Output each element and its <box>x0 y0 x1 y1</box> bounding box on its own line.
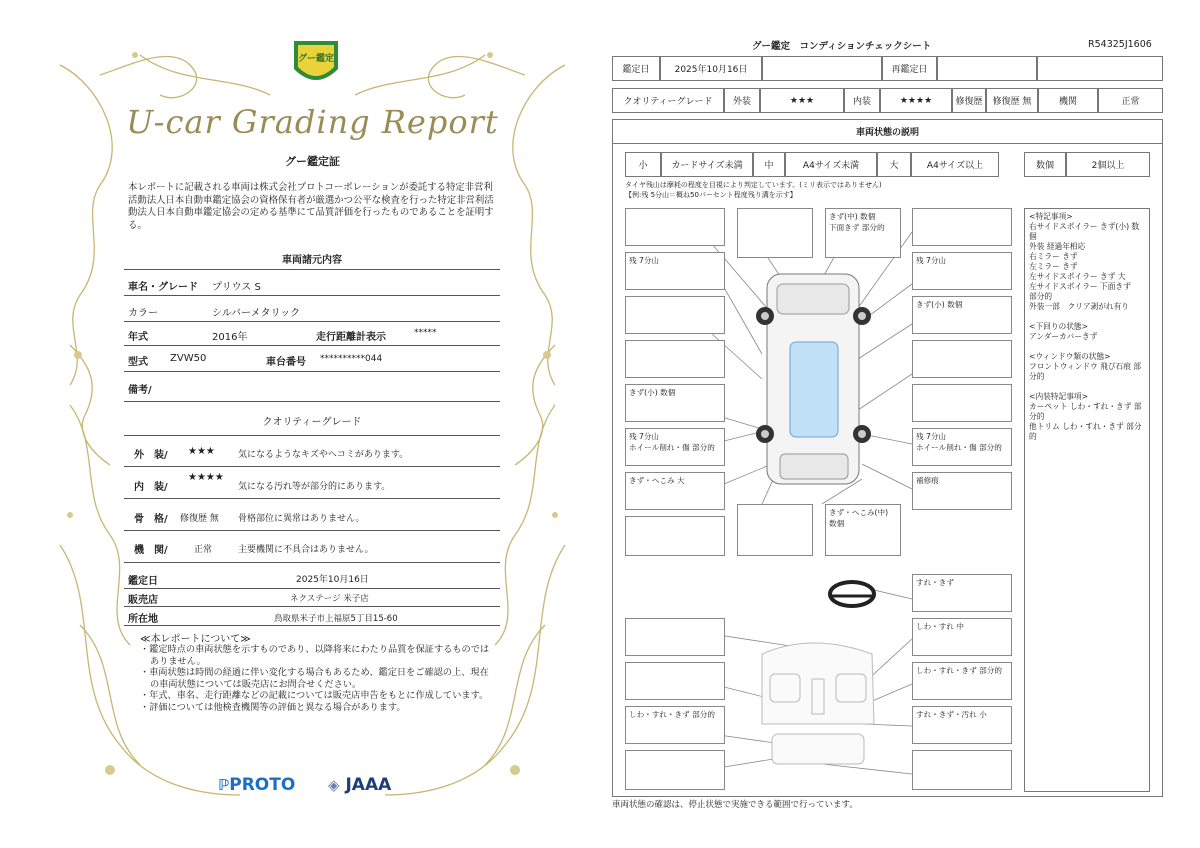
interior-grade: ★★★★ <box>188 472 224 483</box>
proto-logo: ℙPROTO <box>218 775 296 795</box>
model-value: ZVW50 <box>170 353 207 364</box>
date-value: 2025年10月16日 <box>660 56 762 81</box>
damage-box <box>737 504 813 556</box>
damage-box-front-center: きず(中) 数個 下面きず 部分的 <box>825 208 901 258</box>
chassis-value: **********044 <box>320 354 383 364</box>
damage-box <box>737 208 813 258</box>
legend-mid-value: A4サイズ未満 <box>785 152 877 177</box>
frame-grade: 修復歴 無 <box>180 514 219 524</box>
engine-label: 機関 <box>1038 88 1098 113</box>
notes-title: ≪本レポートについて≫ <box>140 634 251 645</box>
damage-box <box>912 208 1012 246</box>
divider <box>124 606 500 607</box>
tire-rear-left: 残 7分山 ホイール削れ・傷 部分的 <box>625 428 725 466</box>
tire-front-left: 残 7分山 <box>625 252 725 290</box>
interior-desc: 気になる汚れ等が部分的にあります。 <box>238 482 391 492</box>
damage-box <box>912 340 1012 378</box>
tire-note: タイヤ残山は摩耗の程度を目視により判定しています。(ミリ表示ではありません) <box>625 181 882 189</box>
car-name-label: 車名・グレード <box>128 282 198 293</box>
exterior-desc: 気になるようなキズやヘコミがあります。 <box>238 450 409 460</box>
color-value: シルバーメタリック <box>212 308 301 319</box>
spec-section-title: 車両諸元内容 <box>282 255 342 266</box>
note-line: 外装一部 クリア剥がれ有り <box>1029 302 1129 311</box>
note-item: ・年式、車名、走行距離などの記載については販売店申告をもとに作成しています。 <box>140 690 489 701</box>
note-line: <ウィンドウ類の状態> <box>1029 352 1111 361</box>
damage-box <box>625 296 725 334</box>
legend-count-key: 数個 <box>1024 152 1066 177</box>
repair-label: 修復歴 <box>952 88 986 113</box>
divider <box>124 625 500 626</box>
damage-box <box>625 208 725 246</box>
inspection-date-value: 2025年10月16日 <box>296 575 369 585</box>
tire-rear-right: 残 7分山 ホイール削れ・傷 部分的 <box>912 428 1012 466</box>
repair-value: 修復歴 無 <box>986 88 1038 113</box>
mileage-label: 走行距離計表示 <box>316 332 386 343</box>
note-spacer <box>1029 312 1145 322</box>
damage-box <box>625 340 725 378</box>
exterior-label: 外 装/ <box>134 450 168 461</box>
frame-label: 骨 格/ <box>134 514 168 525</box>
address-value: 鳥取県米子市上福原5丁目15-60 <box>274 614 398 624</box>
divider <box>124 345 500 346</box>
engine-grade: 正常 <box>194 545 213 555</box>
legend-large-key: 大 <box>877 152 911 177</box>
interior-box <box>625 618 725 656</box>
damage-box-rear-center: きず・へこみ(中) 数個 <box>825 504 901 556</box>
exterior-label: 外装 <box>724 88 760 113</box>
damage-box <box>912 384 1012 422</box>
note-line: 部分的 <box>1029 292 1053 301</box>
damage-box <box>625 516 725 556</box>
damage-box-left-4: きず(小) 数個 <box>625 384 725 422</box>
chassis-label: 車台番号 <box>266 357 306 368</box>
interior-box-right-2: しわ・すれ・きず 部分的 <box>912 662 1012 700</box>
damage-box-left-6: きず・へこみ 大 <box>625 472 725 510</box>
proto-logo-text: PROTO <box>229 775 296 795</box>
divider <box>124 498 500 499</box>
note-item: ・車両状態は時間の経過に伴い変化する場合もあるため、鑑定日をご確認の上、現在の車両状態については販売店にお問合せください。 <box>140 667 489 690</box>
note-spacer <box>1029 382 1145 392</box>
remarks-label: 備考/ <box>128 385 152 396</box>
engine-label: 機 関/ <box>134 545 168 556</box>
legend-large-value: A4サイズ以上 <box>911 152 999 177</box>
damage-box-right-6: 補修痕 <box>912 472 1012 510</box>
interior-label: 内 装/ <box>134 482 168 493</box>
note-item: ・鑑定時点の車両状態を示すものであり、以降将来にわたり品質を保証するものではありません。 <box>140 644 490 667</box>
note-line: カーペット しわ・すれ・きず 部分的 <box>1029 402 1142 421</box>
divider <box>124 401 500 402</box>
interior-box <box>625 750 725 790</box>
legend-small-value: カードサイズ未満 <box>661 152 753 177</box>
model-label: 型式 <box>128 357 148 368</box>
interior-label: 内装 <box>844 88 880 113</box>
exterior-value: ★★★ <box>760 88 844 113</box>
steering-box: すれ・きず <box>912 574 1012 612</box>
inspection-date-label: 鑑定日 <box>128 576 158 587</box>
note-line: 外装 経過年相応 <box>1029 242 1086 251</box>
quality-grade-label: クオリティーグレード <box>612 88 724 113</box>
color-label: カラー <box>128 308 158 319</box>
report-script-title: U-car Grading Report <box>126 103 499 141</box>
divider <box>124 371 500 372</box>
jaaa-logo-text: JAAA <box>345 775 392 795</box>
dealer-value: ネクステージ 米子店 <box>290 594 369 604</box>
sheet-title: グー鑑定 コンディションチェックシート <box>752 41 932 52</box>
legend-small-key: 小 <box>625 152 661 177</box>
car-name-value: プリウス S <box>212 282 261 293</box>
note-item: ・評価については他検査機関等の評価と異なる場合があります。 <box>140 701 406 713</box>
legend-count-value: 2個以上 <box>1066 152 1150 177</box>
tire-front-right: 残 7分山 <box>912 252 1012 290</box>
divider <box>124 530 500 531</box>
sheet-footer: 車両状態の確認は、停止状態で実施できる範囲で行っています。 <box>612 800 858 810</box>
note-line: <下回りの状態> <box>1029 322 1089 331</box>
divider <box>124 588 500 589</box>
interior-value: ★★★★ <box>880 88 952 113</box>
divider <box>124 321 500 322</box>
frame-desc: 骨格部位に異常はありません。 <box>238 514 365 524</box>
grading-certificate <box>40 25 585 825</box>
state-title: 車両状態の説明 <box>612 119 1163 144</box>
divider <box>124 269 500 270</box>
note-line: 他トリム しわ・すれ・きず 部分的 <box>1029 422 1142 441</box>
damage-box-right-2: きず(小) 数個 <box>912 296 1012 334</box>
report-id: R54325J1606 <box>1088 39 1152 50</box>
note-line: 左サイドスポイラー きず 大 <box>1029 272 1126 281</box>
notes-list <box>140 644 490 713</box>
divider <box>124 562 500 563</box>
divider <box>124 466 500 467</box>
tire-example: 【例:残 5分山＝概ね50パーセント程度残り溝を示す】 <box>625 191 797 199</box>
divider <box>124 295 500 296</box>
engine-value: 正常 <box>1098 88 1163 113</box>
exterior-grade: ★★★ <box>188 446 215 457</box>
legend-mid-key: 中 <box>753 152 785 177</box>
year-label: 年式 <box>128 332 148 343</box>
jaaa-logo: ◈ JAAA <box>328 775 392 795</box>
note-line: <内装特記事項> <box>1029 392 1089 401</box>
quality-section-title: クオリティーグレード <box>262 417 362 428</box>
address-label: 所在地 <box>128 614 158 625</box>
mileage-value: ***** <box>414 328 437 338</box>
special-notes-panel <box>1024 208 1150 792</box>
note-line: 右サイドスポイラー きず(小) 数個 <box>1029 222 1140 241</box>
note-line: フロントウィンドウ 飛び石痕 部分的 <box>1029 362 1142 381</box>
note-line: 左サイドスポイラー 下面きず <box>1029 282 1131 291</box>
dealer-label: 販売店 <box>128 595 158 606</box>
note-line: アンダーカバーきず <box>1029 332 1098 341</box>
note-line: 右ミラー きず <box>1029 252 1078 261</box>
interior-box <box>912 750 1012 790</box>
note-line: <特記事項> <box>1029 212 1073 221</box>
engine-desc: 主要機関に不具合はありません。 <box>238 545 374 555</box>
date-label: 鑑定日 <box>612 56 660 81</box>
interior-box-right-3: すれ・きず・汚れ 小 <box>912 706 1012 744</box>
badge-text: グー鑑定 <box>297 54 334 64</box>
certificate-title: グー鑑定証 <box>285 155 340 168</box>
reinspect-label: 再鑑定日 <box>882 56 937 81</box>
interior-box-left-3: しわ・すれ・きず 部分的 <box>625 706 725 744</box>
interior-box <box>625 662 725 700</box>
note-line: 左ミラー きず <box>1029 262 1078 271</box>
divider <box>124 435 500 436</box>
interior-box-right-1: しわ・すれ 中 <box>912 618 1012 656</box>
note-spacer <box>1029 342 1145 352</box>
certificate-intro: 本レポートに記載される車両は株式会社プロトコーポレーションが委託する特定非営利活動法人日本自動車鑑定協会の資格保有者が厳選かつ公平な検査を行った特定非営利活動法人日本自動車鑑定協会の定める基準にて品質評価を行ったものであることを証明する。 <box>128 182 494 231</box>
condition-check-sheet <box>612 34 1164 814</box>
year-value: 2016年 <box>212 332 248 343</box>
